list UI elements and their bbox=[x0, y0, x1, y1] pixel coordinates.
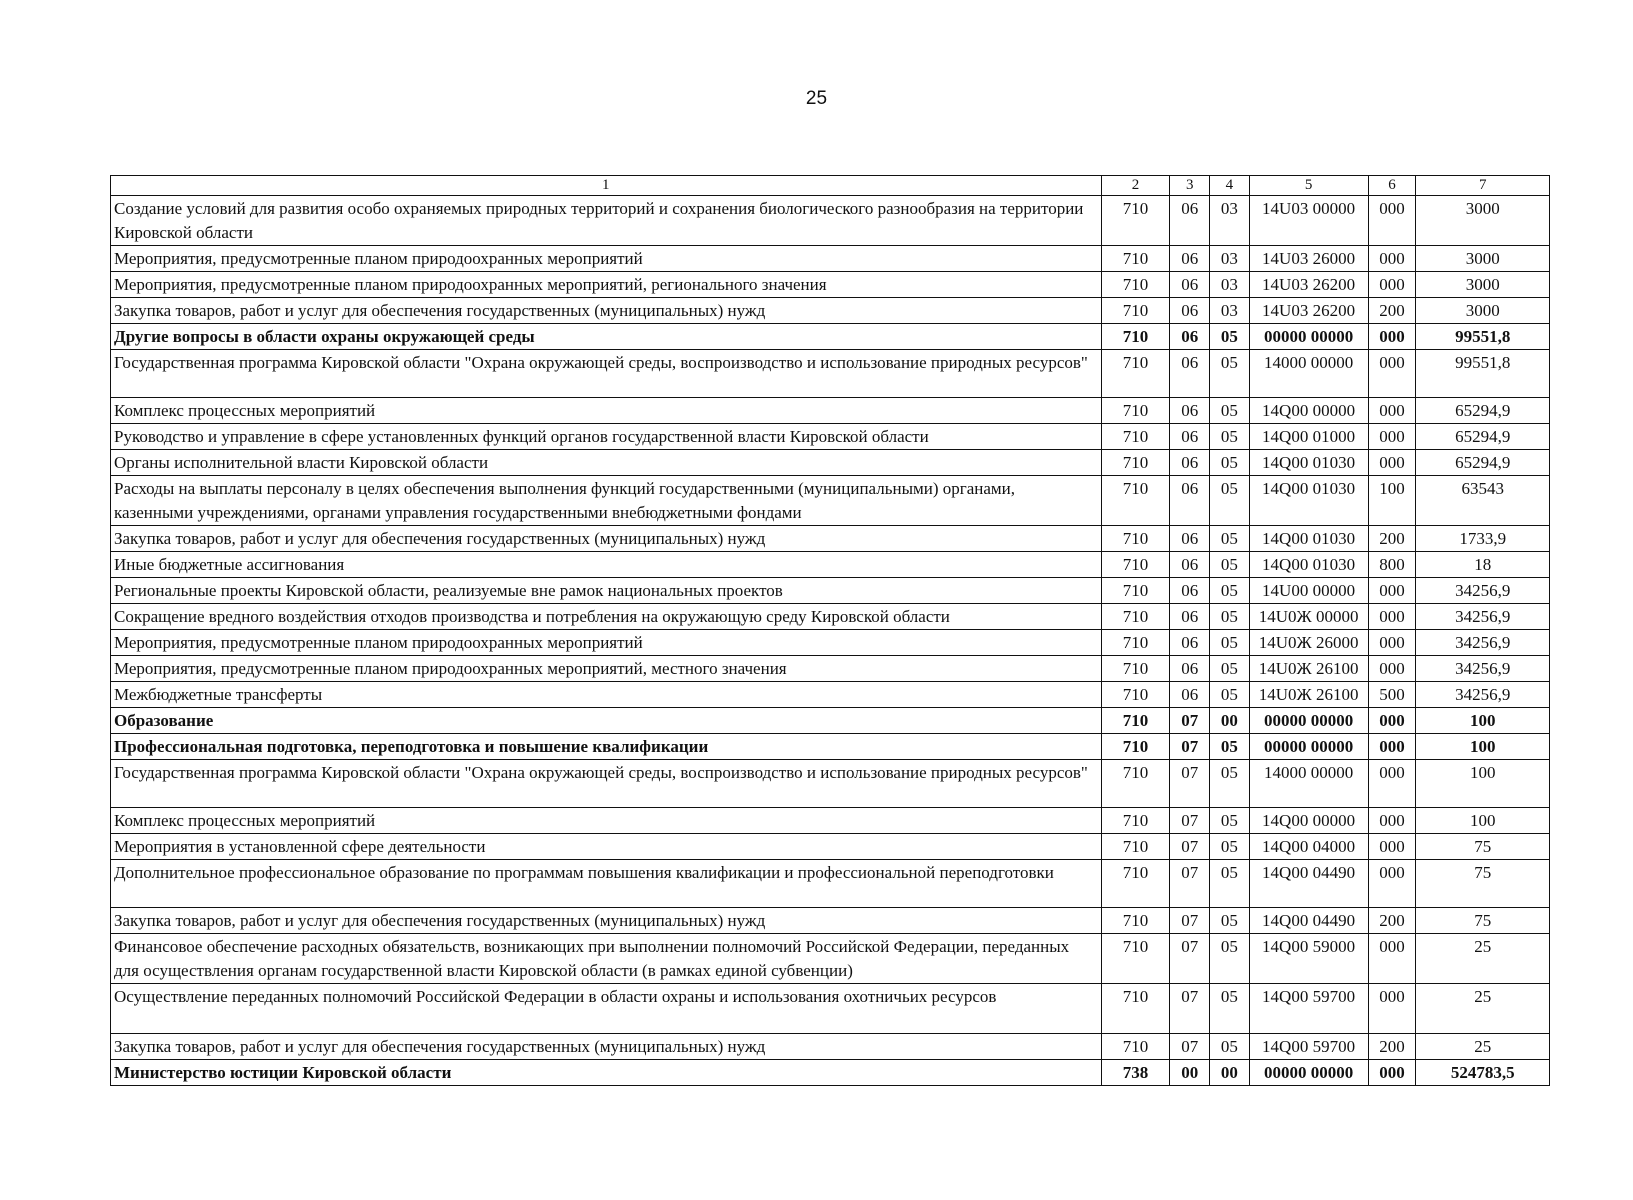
subsection-cell: 05 bbox=[1210, 578, 1250, 604]
amount-cell: 34256,9 bbox=[1416, 578, 1550, 604]
expense-type-cell: 000 bbox=[1368, 324, 1416, 350]
target-article-cell: 14U0Ж 26000 bbox=[1249, 630, 1368, 656]
table-row bbox=[111, 834, 1550, 860]
subsection-cell: 05 bbox=[1210, 398, 1250, 424]
table-row bbox=[111, 424, 1550, 450]
section-cell: 07 bbox=[1170, 708, 1210, 734]
admin-code-cell: 710 bbox=[1101, 450, 1170, 476]
subsection-cell: 05 bbox=[1210, 760, 1250, 808]
amount-cell: 524783,5 bbox=[1416, 1060, 1550, 1086]
admin-code-cell: 710 bbox=[1101, 708, 1170, 734]
row-name-cell: Создание условий для развития особо охраняемых природных территорий и сохранения биологического разнообразия на территории Кировской области bbox=[111, 196, 1102, 246]
section-cell: 06 bbox=[1170, 526, 1210, 552]
expense-type-cell: 000 bbox=[1368, 734, 1416, 760]
admin-code-cell: 710 bbox=[1101, 834, 1170, 860]
amount-cell: 34256,9 bbox=[1416, 656, 1550, 682]
table-row bbox=[111, 298, 1550, 324]
subsection-cell: 05 bbox=[1210, 1034, 1250, 1060]
expense-type-cell: 100 bbox=[1368, 476, 1416, 526]
admin-code-cell: 710 bbox=[1101, 860, 1170, 908]
table-row bbox=[111, 682, 1550, 708]
expense-type-cell: 800 bbox=[1368, 552, 1416, 578]
subsection-cell: 05 bbox=[1210, 476, 1250, 526]
section-cell: 07 bbox=[1170, 860, 1210, 908]
amount-cell: 63543 bbox=[1416, 476, 1550, 526]
subsection-cell: 03 bbox=[1210, 246, 1250, 272]
target-article-cell: 14U0Ж 00000 bbox=[1249, 604, 1368, 630]
admin-code-cell: 710 bbox=[1101, 272, 1170, 298]
table-row bbox=[111, 630, 1550, 656]
expense-type-cell: 000 bbox=[1368, 424, 1416, 450]
target-article-cell: 00000 00000 bbox=[1249, 708, 1368, 734]
section-cell: 06 bbox=[1170, 656, 1210, 682]
admin-code-cell: 710 bbox=[1101, 734, 1170, 760]
target-article-cell: 14Q00 59700 bbox=[1249, 1034, 1368, 1060]
target-article-cell: 14U03 26200 bbox=[1249, 272, 1368, 298]
row-name-cell: Мероприятия, предусмотренные планом природоохранных мероприятий bbox=[111, 246, 1102, 272]
subsection-cell: 05 bbox=[1210, 834, 1250, 860]
amount-cell: 65294,9 bbox=[1416, 424, 1550, 450]
table-row bbox=[111, 398, 1550, 424]
target-article-cell: 14Q00 59700 bbox=[1249, 984, 1368, 1034]
expense-type-cell: 000 bbox=[1368, 246, 1416, 272]
row-name-cell: Региональные проекты Кировской области, реализуемые вне рамок национальных проектов bbox=[111, 578, 1102, 604]
column-header: 2 bbox=[1101, 176, 1170, 196]
row-name-cell: Комплекс процессных мероприятий bbox=[111, 398, 1102, 424]
table-row bbox=[111, 934, 1550, 984]
target-article-cell: 14U03 00000 bbox=[1249, 196, 1368, 246]
table-row bbox=[111, 984, 1550, 1034]
row-name-cell: Осуществление переданных полномочий Российской Федерации в области охраны и использования охотничьих ресурсов bbox=[111, 984, 1102, 1034]
subsection-cell: 00 bbox=[1210, 708, 1250, 734]
expense-type-cell: 000 bbox=[1368, 196, 1416, 246]
target-article-cell: 14000 00000 bbox=[1249, 760, 1368, 808]
subsection-cell: 05 bbox=[1210, 984, 1250, 1034]
section-cell: 07 bbox=[1170, 984, 1210, 1034]
expense-type-cell: 000 bbox=[1368, 272, 1416, 298]
section-cell: 07 bbox=[1170, 834, 1210, 860]
amount-cell: 100 bbox=[1416, 808, 1550, 834]
table-row bbox=[111, 734, 1550, 760]
row-name-cell: Мероприятия, предусмотренные планом природоохранных мероприятий, местного значения bbox=[111, 656, 1102, 682]
admin-code-cell: 710 bbox=[1101, 298, 1170, 324]
column-header: 3 bbox=[1170, 176, 1210, 196]
admin-code-cell: 710 bbox=[1101, 630, 1170, 656]
row-name-cell: Межбюджетные трансферты bbox=[111, 682, 1102, 708]
amount-cell: 75 bbox=[1416, 908, 1550, 934]
subsection-cell: 05 bbox=[1210, 908, 1250, 934]
subsection-cell: 03 bbox=[1210, 272, 1250, 298]
section-cell: 07 bbox=[1170, 734, 1210, 760]
admin-code-cell: 710 bbox=[1101, 324, 1170, 350]
table-row bbox=[111, 908, 1550, 934]
section-cell: 07 bbox=[1170, 1034, 1210, 1060]
row-name-cell: Другие вопросы в области охраны окружающей среды bbox=[111, 324, 1102, 350]
amount-cell: 100 bbox=[1416, 734, 1550, 760]
amount-cell: 34256,9 bbox=[1416, 604, 1550, 630]
row-name-cell: Сокращение вредного воздействия отходов производства и потребления на окружающую среду Кировской области bbox=[111, 604, 1102, 630]
expense-type-cell: 200 bbox=[1368, 526, 1416, 552]
row-name-cell: Дополнительное профессиональное образование по программам повышения квалификации и профессиональной переподготовки bbox=[111, 860, 1102, 908]
column-header: 4 bbox=[1210, 176, 1250, 196]
target-article-cell: 14Q00 04490 bbox=[1249, 908, 1368, 934]
target-article-cell: 14Q00 01030 bbox=[1249, 450, 1368, 476]
expense-type-cell: 000 bbox=[1368, 350, 1416, 398]
row-name-cell: Финансовое обеспечение расходных обязательств, возникающих при выполнении полномочий Российской Федерации, переданных для осуществления органам государственной власти Кировской области (в рамках единой субвенции) bbox=[111, 934, 1102, 984]
subsection-cell: 05 bbox=[1210, 450, 1250, 476]
amount-cell: 65294,9 bbox=[1416, 450, 1550, 476]
column-header: 1 bbox=[111, 176, 1102, 196]
section-cell: 06 bbox=[1170, 630, 1210, 656]
subsection-cell: 05 bbox=[1210, 324, 1250, 350]
expense-type-cell: 000 bbox=[1368, 808, 1416, 834]
admin-code-cell: 710 bbox=[1101, 246, 1170, 272]
table-row bbox=[111, 760, 1550, 808]
admin-code-cell: 710 bbox=[1101, 760, 1170, 808]
section-cell: 06 bbox=[1170, 272, 1210, 298]
column-header: 7 bbox=[1416, 176, 1550, 196]
subsection-cell: 05 bbox=[1210, 424, 1250, 450]
expense-type-cell: 000 bbox=[1368, 578, 1416, 604]
expense-type-cell: 000 bbox=[1368, 1060, 1416, 1086]
section-cell: 06 bbox=[1170, 350, 1210, 398]
section-cell: 06 bbox=[1170, 398, 1210, 424]
target-article-cell: 14U03 26200 bbox=[1249, 298, 1368, 324]
row-name-cell: Профессиональная подготовка, переподготовка и повышение квалификации bbox=[111, 734, 1102, 760]
subsection-cell: 05 bbox=[1210, 860, 1250, 908]
row-name-cell: Мероприятия, предусмотренные планом природоохранных мероприятий bbox=[111, 630, 1102, 656]
amount-cell: 99551,8 bbox=[1416, 350, 1550, 398]
admin-code-cell: 710 bbox=[1101, 350, 1170, 398]
amount-cell: 100 bbox=[1416, 760, 1550, 808]
target-article-cell: 14Q00 01030 bbox=[1249, 552, 1368, 578]
table-row bbox=[111, 450, 1550, 476]
admin-code-cell: 710 bbox=[1101, 984, 1170, 1034]
amount-cell: 3000 bbox=[1416, 196, 1550, 246]
amount-cell: 3000 bbox=[1416, 272, 1550, 298]
subsection-cell: 05 bbox=[1210, 734, 1250, 760]
amount-cell: 75 bbox=[1416, 834, 1550, 860]
admin-code-cell: 738 bbox=[1101, 1060, 1170, 1086]
section-cell: 06 bbox=[1170, 476, 1210, 526]
row-name-cell: Министерство юстиции Кировской области bbox=[111, 1060, 1102, 1086]
table-row bbox=[111, 350, 1550, 398]
admin-code-cell: 710 bbox=[1101, 656, 1170, 682]
amount-cell: 18 bbox=[1416, 552, 1550, 578]
expense-type-cell: 200 bbox=[1368, 908, 1416, 934]
section-cell: 07 bbox=[1170, 908, 1210, 934]
target-article-cell: 14U00 00000 bbox=[1249, 578, 1368, 604]
admin-code-cell: 710 bbox=[1101, 552, 1170, 578]
admin-code-cell: 710 bbox=[1101, 476, 1170, 526]
section-cell: 06 bbox=[1170, 424, 1210, 450]
row-name-cell: Расходы на выплаты персоналу в целях обеспечения выполнения функций государственными (муниципальными) органами, казенными учреждениями, органами управления государственными внебюджетными фондами bbox=[111, 476, 1102, 526]
expense-type-cell: 000 bbox=[1368, 656, 1416, 682]
expense-type-cell: 200 bbox=[1368, 1034, 1416, 1060]
target-article-cell: 14Q00 04490 bbox=[1249, 860, 1368, 908]
column-header: 6 bbox=[1368, 176, 1416, 196]
row-name-cell: Иные бюджетные ассигнования bbox=[111, 552, 1102, 578]
target-article-cell: 14Q00 00000 bbox=[1249, 808, 1368, 834]
section-cell: 06 bbox=[1170, 246, 1210, 272]
admin-code-cell: 710 bbox=[1101, 424, 1170, 450]
row-name-cell: Образование bbox=[111, 708, 1102, 734]
admin-code-cell: 710 bbox=[1101, 604, 1170, 630]
amount-cell: 75 bbox=[1416, 860, 1550, 908]
amount-cell: 25 bbox=[1416, 1034, 1550, 1060]
row-name-cell: Мероприятия в установленной сфере деятельности bbox=[111, 834, 1102, 860]
target-article-cell: 00000 00000 bbox=[1249, 324, 1368, 350]
expense-type-cell: 000 bbox=[1368, 630, 1416, 656]
expense-type-cell: 000 bbox=[1368, 708, 1416, 734]
row-name-cell: Закупка товаров, работ и услуг для обеспечения государственных (муниципальных) нужд bbox=[111, 1034, 1102, 1060]
table-row bbox=[111, 476, 1550, 526]
table-row bbox=[111, 526, 1550, 552]
table-row bbox=[111, 708, 1550, 734]
amount-cell: 100 bbox=[1416, 708, 1550, 734]
page-number: 25 bbox=[805, 88, 828, 109]
amount-cell: 99551,8 bbox=[1416, 324, 1550, 350]
section-cell: 07 bbox=[1170, 934, 1210, 984]
target-article-cell: 00000 00000 bbox=[1249, 734, 1368, 760]
row-name-cell: Комплекс процессных мероприятий bbox=[111, 808, 1102, 834]
amount-cell: 34256,9 bbox=[1416, 682, 1550, 708]
row-name-cell: Государственная программа Кировской области "Охрана окружающей среды, воспроизводство и использование природных ресурсов" bbox=[111, 350, 1102, 398]
table-row bbox=[111, 604, 1550, 630]
subsection-cell: 00 bbox=[1210, 1060, 1250, 1086]
section-cell: 06 bbox=[1170, 604, 1210, 630]
target-article-cell: 14U03 26000 bbox=[1249, 246, 1368, 272]
column-header: 5 bbox=[1249, 176, 1368, 196]
table-row bbox=[111, 656, 1550, 682]
table-row bbox=[111, 1034, 1550, 1060]
subsection-cell: 05 bbox=[1210, 552, 1250, 578]
admin-code-cell: 710 bbox=[1101, 578, 1170, 604]
target-article-cell: 14000 00000 bbox=[1249, 350, 1368, 398]
amount-cell: 3000 bbox=[1416, 246, 1550, 272]
amount-cell: 25 bbox=[1416, 984, 1550, 1034]
expense-type-cell: 000 bbox=[1368, 934, 1416, 984]
subsection-cell: 05 bbox=[1210, 656, 1250, 682]
section-cell: 06 bbox=[1170, 578, 1210, 604]
amount-cell: 1733,9 bbox=[1416, 526, 1550, 552]
section-cell: 06 bbox=[1170, 682, 1210, 708]
expense-type-cell: 000 bbox=[1368, 760, 1416, 808]
target-article-cell: 00000 00000 bbox=[1249, 1060, 1368, 1086]
expense-type-cell: 000 bbox=[1368, 450, 1416, 476]
budget-table bbox=[110, 175, 1550, 1086]
amount-cell: 34256,9 bbox=[1416, 630, 1550, 656]
table-row bbox=[111, 1060, 1550, 1086]
expense-type-cell: 000 bbox=[1368, 860, 1416, 908]
table-body bbox=[111, 196, 1550, 1086]
section-cell: 06 bbox=[1170, 450, 1210, 476]
table-row bbox=[111, 196, 1550, 246]
expense-type-cell: 000 bbox=[1368, 834, 1416, 860]
target-article-cell: 14Q00 04000 bbox=[1249, 834, 1368, 860]
expense-type-cell: 200 bbox=[1368, 298, 1416, 324]
amount-cell: 25 bbox=[1416, 934, 1550, 984]
subsection-cell: 05 bbox=[1210, 350, 1250, 398]
row-name-cell: Руководство и управление в сфере установленных функций органов государственной власти Кировской области bbox=[111, 424, 1102, 450]
section-cell: 06 bbox=[1170, 552, 1210, 578]
row-name-cell: Государственная программа Кировской области "Охрана окружающей среды, воспроизводство и использование природных ресурсов" bbox=[111, 760, 1102, 808]
section-cell: 00 bbox=[1170, 1060, 1210, 1086]
table-row bbox=[111, 860, 1550, 908]
section-cell: 06 bbox=[1170, 196, 1210, 246]
table-row bbox=[111, 246, 1550, 272]
table-row bbox=[111, 552, 1550, 578]
target-article-cell: 14U0Ж 26100 bbox=[1249, 656, 1368, 682]
target-article-cell: 14Q00 01030 bbox=[1249, 526, 1368, 552]
target-article-cell: 14Q00 59000 bbox=[1249, 934, 1368, 984]
admin-code-cell: 710 bbox=[1101, 934, 1170, 984]
table-row bbox=[111, 808, 1550, 834]
row-name-cell: Органы исполнительной власти Кировской области bbox=[111, 450, 1102, 476]
section-cell: 06 bbox=[1170, 298, 1210, 324]
admin-code-cell: 710 bbox=[1101, 398, 1170, 424]
subsection-cell: 05 bbox=[1210, 526, 1250, 552]
admin-code-cell: 710 bbox=[1101, 1034, 1170, 1060]
table-row bbox=[111, 324, 1550, 350]
table-row bbox=[111, 578, 1550, 604]
amount-cell: 65294,9 bbox=[1416, 398, 1550, 424]
admin-code-cell: 710 bbox=[1101, 908, 1170, 934]
target-article-cell: 14U0Ж 26100 bbox=[1249, 682, 1368, 708]
subsection-cell: 03 bbox=[1210, 298, 1250, 324]
row-name-cell: Закупка товаров, работ и услуг для обеспечения государственных (муниципальных) нужд bbox=[111, 908, 1102, 934]
subsection-cell: 05 bbox=[1210, 682, 1250, 708]
admin-code-cell: 710 bbox=[1101, 196, 1170, 246]
row-name-cell: Закупка товаров, работ и услуг для обеспечения государственных (муниципальных) нужд bbox=[111, 526, 1102, 552]
expense-type-cell: 000 bbox=[1368, 984, 1416, 1034]
admin-code-cell: 710 bbox=[1101, 808, 1170, 834]
section-cell: 07 bbox=[1170, 760, 1210, 808]
admin-code-cell: 710 bbox=[1101, 682, 1170, 708]
expense-type-cell: 000 bbox=[1368, 398, 1416, 424]
section-cell: 07 bbox=[1170, 808, 1210, 834]
row-name-cell: Мероприятия, предусмотренные планом природоохранных мероприятий, регионального значения bbox=[111, 272, 1102, 298]
admin-code-cell: 710 bbox=[1101, 526, 1170, 552]
expense-type-cell: 000 bbox=[1368, 604, 1416, 630]
table-row bbox=[111, 272, 1550, 298]
target-article-cell: 14Q00 01000 bbox=[1249, 424, 1368, 450]
row-name-cell: Закупка товаров, работ и услуг для обеспечения государственных (муниципальных) нужд bbox=[111, 298, 1102, 324]
subsection-cell: 05 bbox=[1210, 630, 1250, 656]
expense-type-cell: 500 bbox=[1368, 682, 1416, 708]
target-article-cell: 14Q00 00000 bbox=[1249, 398, 1368, 424]
subsection-cell: 05 bbox=[1210, 808, 1250, 834]
subsection-cell: 05 bbox=[1210, 934, 1250, 984]
subsection-cell: 05 bbox=[1210, 604, 1250, 630]
target-article-cell: 14Q00 01030 bbox=[1249, 476, 1368, 526]
subsection-cell: 03 bbox=[1210, 196, 1250, 246]
table-header-row bbox=[111, 176, 1550, 196]
section-cell: 06 bbox=[1170, 324, 1210, 350]
amount-cell: 3000 bbox=[1416, 298, 1550, 324]
